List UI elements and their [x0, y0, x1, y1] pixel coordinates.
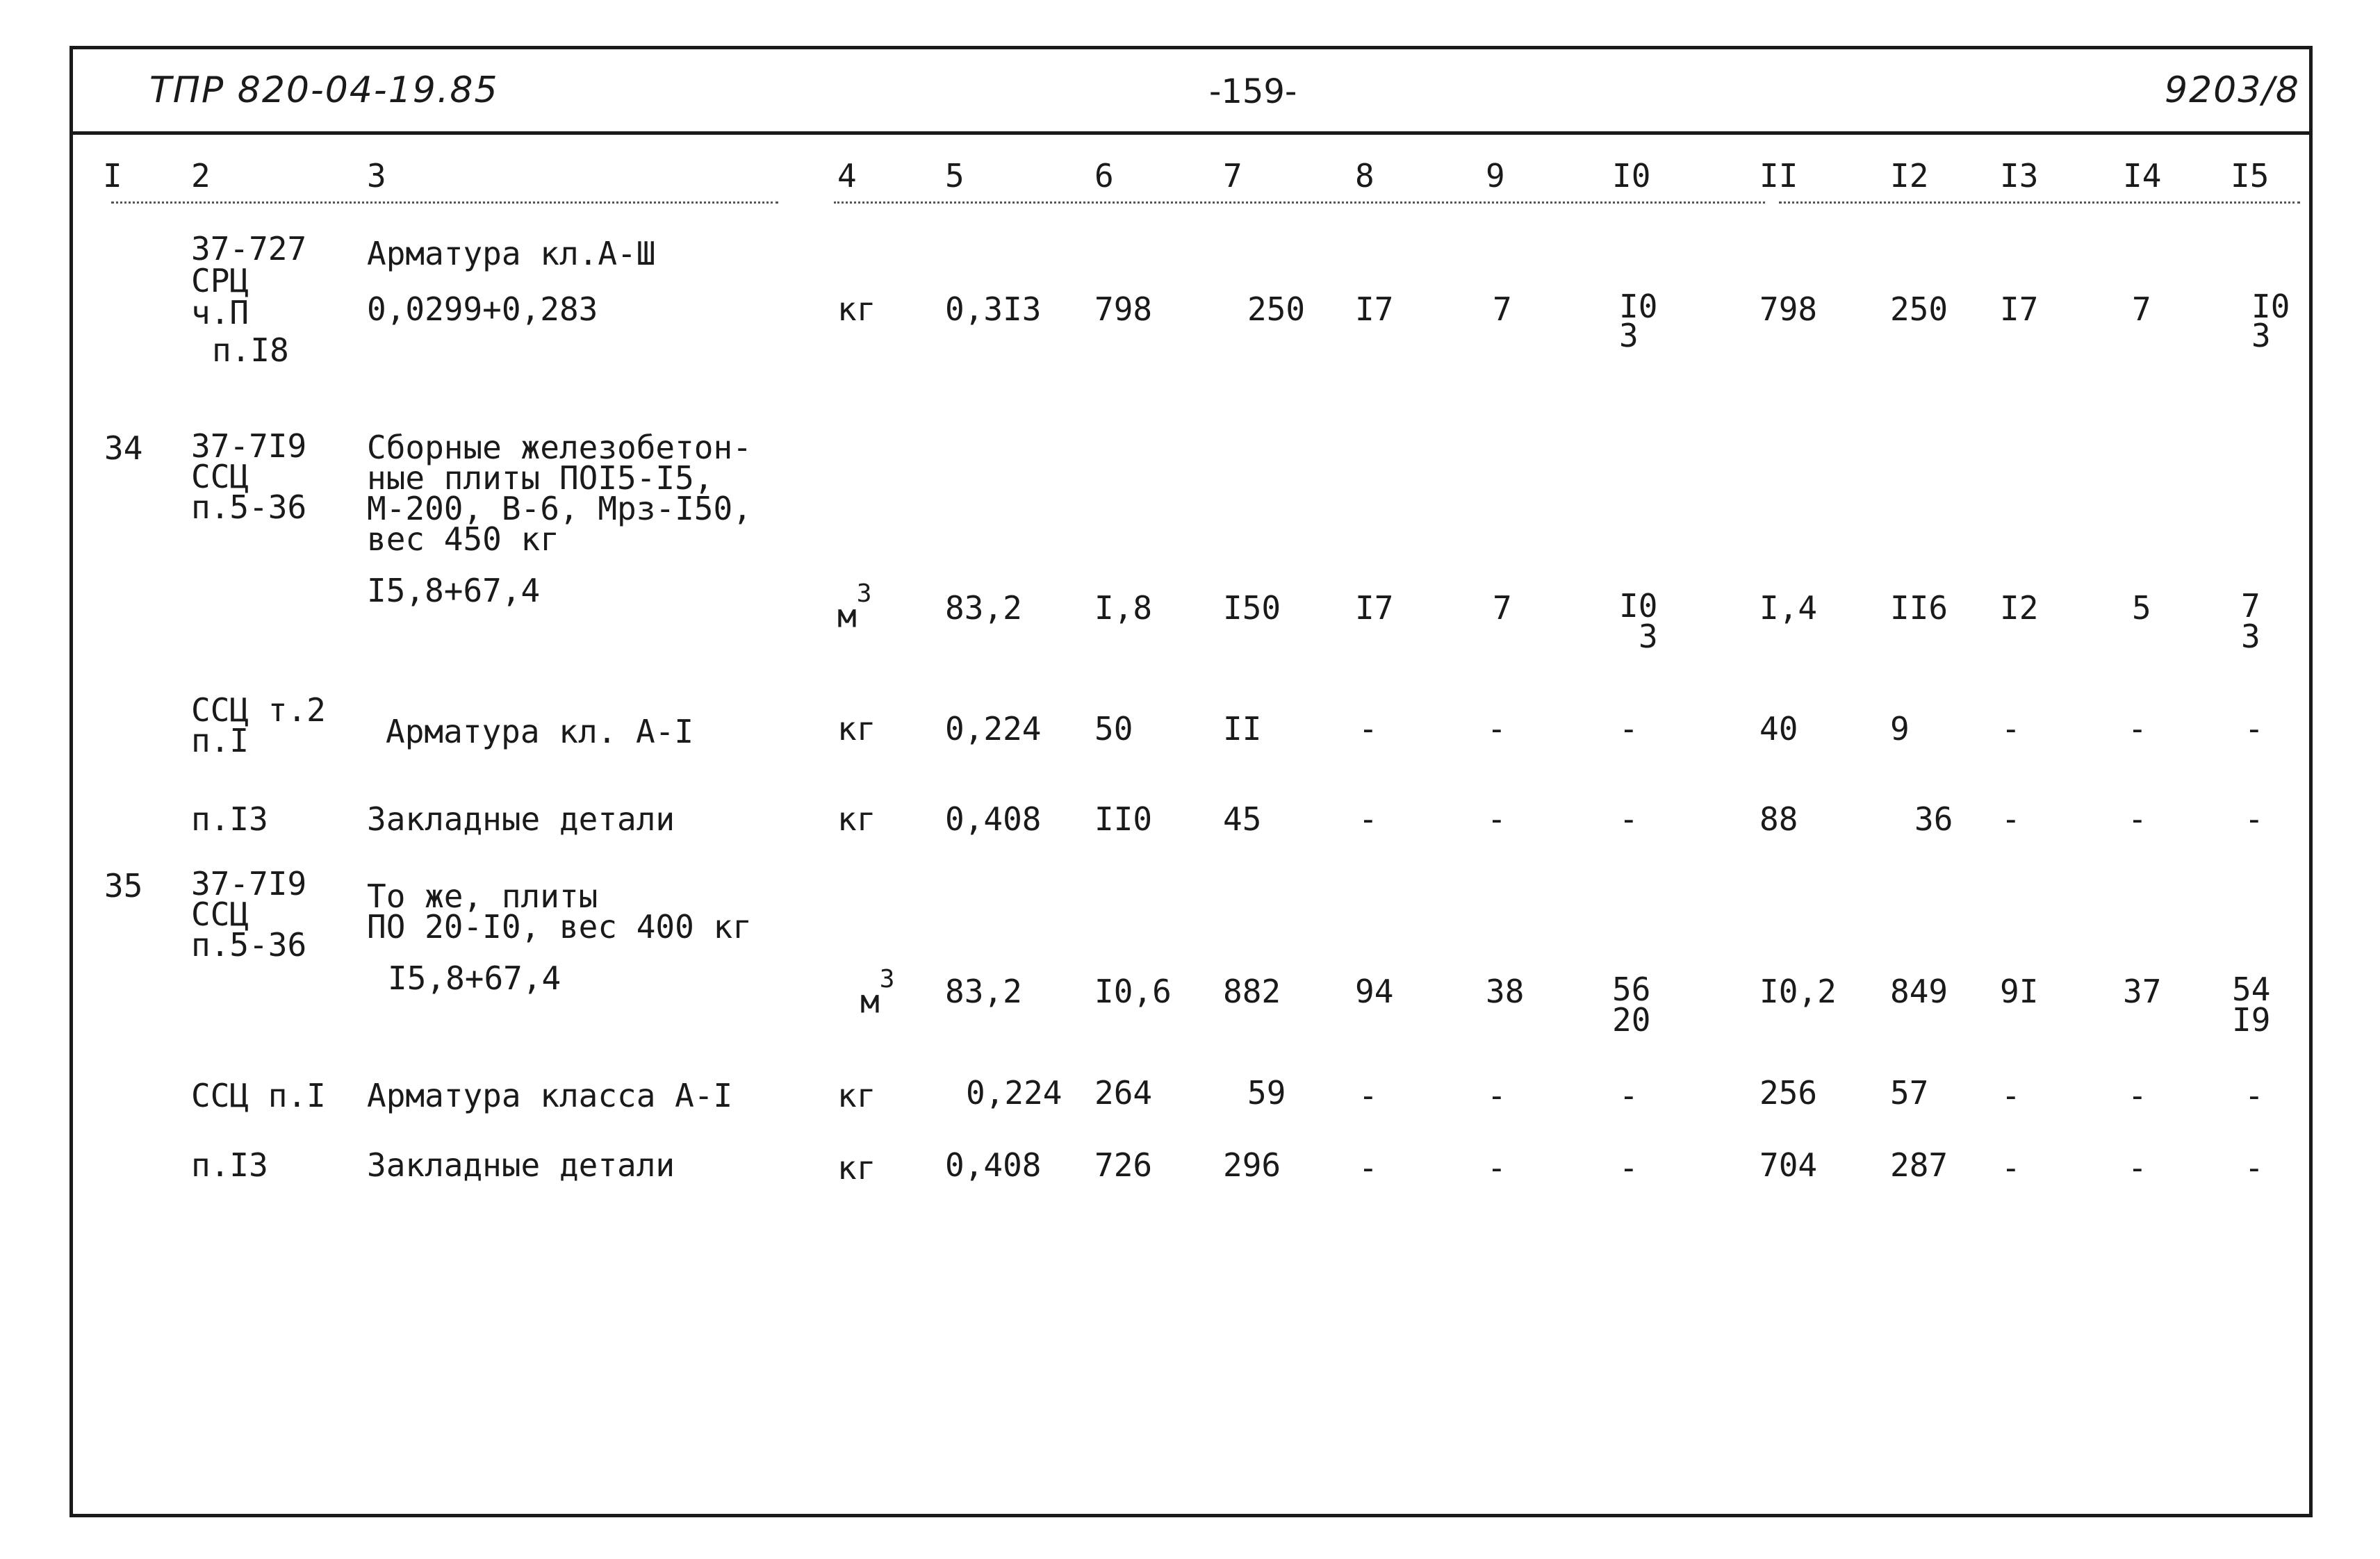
row-6-code: ССЦ п.I	[191, 1077, 326, 1114]
row-4-c8: -	[1359, 800, 1378, 838]
column-header-underline	[834, 201, 1765, 204]
row-2-unit: $м^3$	[837, 579, 872, 635]
row-5-number: 35	[104, 867, 143, 905]
row-4-c6: II0	[1094, 800, 1153, 838]
row-3-c10: -	[1619, 710, 1639, 748]
row-7-c5: 0,408	[945, 1146, 1042, 1184]
row-1-unit: кг	[837, 290, 876, 328]
col-header-8: 8	[1355, 157, 1374, 195]
row-1-c8: I7	[1355, 290, 1394, 328]
column-header-underline	[1779, 201, 2300, 204]
row-3-c13: -	[2001, 710, 2021, 748]
col-header-7: 7	[1223, 157, 1242, 195]
col-header-4: 4	[837, 157, 857, 195]
row-3-c12: 9	[1890, 710, 1910, 748]
row-6-c11: 256	[1759, 1074, 1818, 1112]
row-2-c13: I2	[2000, 589, 2039, 627]
row-5-code: 37-7I9 ССЦ п.5-36	[191, 865, 307, 964]
row-4-name: Закладные детали	[367, 800, 675, 838]
row-4-c13: -	[2001, 800, 2021, 838]
row-3-c5: 0,224	[945, 710, 1042, 748]
row-4-c15: -	[2244, 800, 2264, 838]
row-5-c6: I0,6	[1094, 973, 1172, 1010]
row-1-name: Арматура кл.А-Ш 0,0299+0,283	[367, 235, 656, 328]
row-1-code: 37-727 СРЦ ч.П п.I8	[191, 230, 307, 369]
row-2-c8: I7	[1355, 589, 1394, 627]
row-1-c7: 250	[1247, 290, 1306, 328]
row-4-unit: кг	[837, 800, 876, 838]
row-6-c12: 57	[1890, 1074, 1929, 1112]
row-5-c7: 882	[1223, 973, 1281, 1010]
row-2-c7: I50	[1223, 589, 1281, 627]
row-5-c12: 849	[1890, 973, 1948, 1010]
row-5-c9: 38	[1486, 973, 1525, 1010]
row-6-name: Арматура класса А-I	[367, 1077, 733, 1114]
row-4-c12: 36	[1914, 800, 1953, 838]
row-1-c14: 7	[2132, 290, 2151, 328]
row-6-c10: -	[1619, 1077, 1639, 1114]
col-header-13: I3	[2000, 157, 2039, 195]
row-5-c15: 54 I9	[2232, 971, 2271, 1039]
row-4-c7: 45	[1223, 800, 1262, 838]
col-header-12: I2	[1890, 157, 1929, 195]
row-6-c6: 264	[1094, 1074, 1153, 1112]
row-5-c13: 9I	[2000, 973, 2039, 1010]
row-4-c11: 88	[1759, 800, 1798, 838]
row-7-c12: 287	[1890, 1146, 1948, 1184]
row-7-c9: -	[1487, 1149, 1507, 1187]
col-header-1: I	[103, 157, 122, 195]
row-7-unit: кг	[837, 1149, 876, 1187]
row-6-c7: 59	[1247, 1074, 1286, 1112]
page-number: -159-	[1209, 72, 1297, 111]
row-1-c11: 798	[1759, 290, 1818, 328]
row-6-c14: -	[2128, 1077, 2147, 1114]
row-2-c12: II6	[1890, 589, 1948, 627]
col-header-2: 2	[191, 157, 211, 195]
row-2-c9: 7	[1493, 589, 1512, 627]
row-3-c7: II	[1223, 710, 1262, 748]
col-header-15: I5	[2231, 157, 2270, 195]
row-6-c13: -	[2001, 1077, 2021, 1114]
row-6-c9: -	[1487, 1077, 1507, 1114]
row-4-code: п.I3	[191, 800, 268, 838]
row-7-c6: 726	[1094, 1146, 1153, 1184]
row-2-number: 34	[104, 429, 143, 467]
row-1-c9: 7	[1493, 290, 1512, 328]
row-7-c11: 704	[1759, 1146, 1818, 1184]
row-3-unit: кг	[837, 710, 876, 748]
doc-code: ТПР 820-04-19.85	[149, 69, 499, 111]
row-4-c5: 0,408	[945, 800, 1042, 838]
row-5-c14: 37	[2123, 973, 2162, 1010]
row-6-c5: 0,224	[966, 1074, 1062, 1112]
header-divider	[73, 131, 2309, 135]
row-6-c8: -	[1359, 1077, 1378, 1114]
row-7-name: Закладные детали	[367, 1146, 675, 1184]
row-7-c13: -	[2001, 1149, 2021, 1187]
row-1-c6: 798	[1094, 290, 1153, 328]
row-1-c5: 0,3I3	[945, 290, 1042, 328]
row-4-c14: -	[2128, 800, 2147, 838]
row-3-c11: 40	[1759, 710, 1798, 748]
row-7-c14: -	[2128, 1149, 2147, 1187]
row-3-name: Арматура кл. А-I	[386, 713, 694, 750]
row-4-c10: -	[1619, 800, 1639, 838]
row-7-code: п.I3	[191, 1146, 268, 1184]
row-2-c11: I,4	[1759, 589, 1818, 627]
row-2-c6: I,8	[1094, 589, 1153, 627]
row-2-c15: 7 3	[2241, 587, 2260, 655]
row-6-unit: кг	[837, 1077, 876, 1114]
col-header-10: I0	[1612, 157, 1651, 195]
row-2-code: 37-7I9 ССЦ п.5-36	[191, 427, 307, 526]
row-3-c14: -	[2128, 710, 2147, 748]
row-2-c10: I0 3	[1619, 587, 1658, 655]
col-header-6: 6	[1094, 157, 1114, 195]
row-1-c13: I7	[2000, 290, 2039, 328]
col-header-9: 9	[1486, 157, 1505, 195]
row-7-c15: -	[2244, 1149, 2264, 1187]
column-header-underline	[111, 201, 778, 204]
row-7-c8: -	[1359, 1149, 1378, 1187]
col-header-3: 3	[367, 157, 386, 195]
row-1-c10: I0 3	[1619, 288, 1658, 354]
row-1-c15: I0 3	[2251, 288, 2290, 354]
row-3-c15: -	[2244, 710, 2264, 748]
row-3-code: ССЦ т.2 п.I	[191, 691, 326, 759]
row-3-c8: -	[1359, 710, 1378, 748]
row-5-c8: 94	[1355, 973, 1394, 1010]
col-header-5: 5	[945, 157, 965, 195]
col-header-11: II	[1759, 157, 1798, 195]
row-6-c15: -	[2244, 1077, 2264, 1114]
row-3-c6: 50	[1094, 710, 1133, 748]
row-2-c14: 5	[2132, 589, 2151, 627]
row-3-c9: -	[1487, 710, 1507, 748]
sheet-code: 9203/8	[2165, 69, 2300, 111]
row-7-c7: 296	[1223, 1146, 1281, 1184]
row-4-c9: -	[1487, 800, 1507, 838]
row-7-c10: -	[1619, 1149, 1639, 1187]
col-header-14: I4	[2123, 157, 2162, 195]
row-5-unit: $м^3$	[860, 965, 895, 1021]
row-5-name: То же, плиты ПО 20-I0, вес 400 кг I5,8+67,4	[367, 877, 752, 997]
row-5-c10: 56 20	[1612, 971, 1651, 1039]
row-2-name: Сборные железобетон- ные плиты ПОI5-I5, М-200, В-6, Мрз-I50, вес 450 кг I5,8+67,4	[367, 429, 752, 609]
row-5-c5: 83,2	[945, 973, 1022, 1010]
row-2-c5: 83,2	[945, 589, 1022, 627]
row-5-c11: I0,2	[1759, 973, 1837, 1010]
row-1-c12: 250	[1890, 290, 1948, 328]
